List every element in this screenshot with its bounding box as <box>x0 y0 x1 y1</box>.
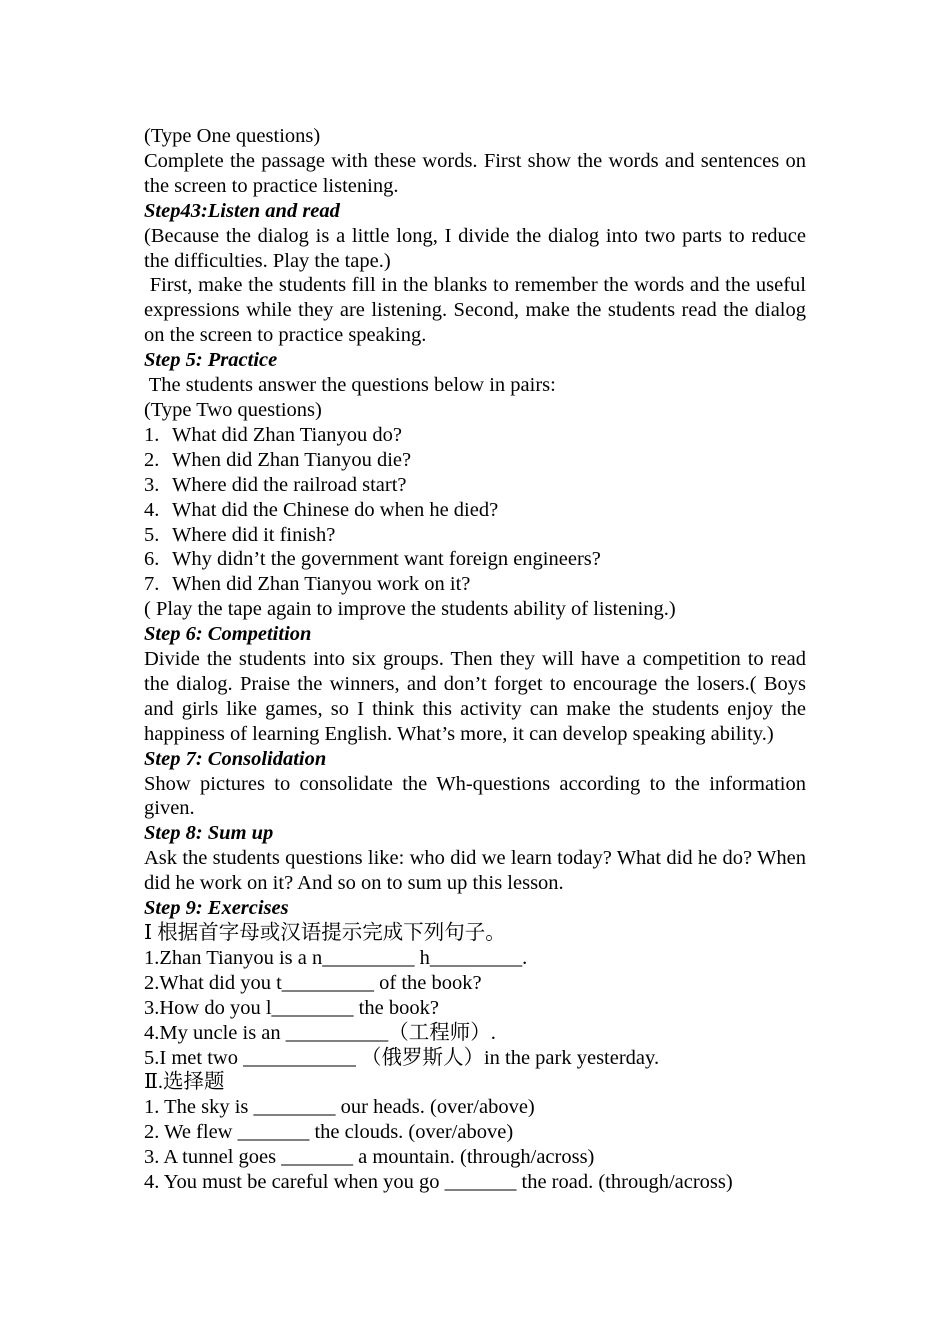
step4-note: (Because the dialog is a little long, I divide the dialog into two parts to reduce the difficulties. Play the tape.) <box>144 224 806 272</box>
step8-heading: Step 8: Sum up <box>144 822 274 845</box>
list-item <box>144 423 806 448</box>
step6-heading: Step 6: Competition <box>144 623 312 646</box>
step7-heading: Step 7: Consolidation <box>144 747 327 770</box>
exercise-item: 3.How do you l________ the book? <box>144 996 439 1019</box>
exercise-item: 1.Zhan Tianyou is a n_________ h_________. <box>144 946 528 969</box>
list-item-number: 6. <box>144 548 160 571</box>
list-item-text: Why didn’t the government want foreign engineers? <box>172 548 601 571</box>
step9-heading: Step 9: Exercises <box>144 897 289 920</box>
step7-body: Show pictures to consolidate the Wh-questions according to the information given. <box>144 772 806 820</box>
list-item <box>144 473 806 498</box>
list-item-number: 2. <box>144 448 160 471</box>
exercise1-title: Ⅰ 根据首字母或汉语提示完成下列句子。 <box>144 922 506 944</box>
play-tape-note: ( Play the tape again to improve the students ability of listening.) <box>144 598 676 621</box>
exercise-item: 2.What did you t_________ of the book? <box>144 971 482 994</box>
complete-passage-paragraph: Complete the passage with these words. First show the words and sentences on the screen to practice listening. <box>144 149 806 197</box>
list-item-text: Where did the railroad start? <box>172 473 407 496</box>
exercise2-list <box>144 1095 806 1195</box>
exercise-item: 5.I met two ___________ （俄罗斯人）in the park yesterday. <box>144 1046 660 1069</box>
list-item <box>144 547 806 572</box>
step8-body: Ask the students questions like: who did we learn today? What did he do? When did he work on it? And so on to sum up this lesson. <box>144 847 806 895</box>
list-item <box>144 448 806 473</box>
list-item-text: What did the Chinese do when he died? <box>172 498 499 521</box>
exercise1-list <box>144 946 806 1071</box>
list-item-number: 1. <box>144 423 160 446</box>
exercise-item: 1. The sky is ________ our heads. (over/above) <box>144 1096 535 1119</box>
list-item-number: 4. <box>144 498 160 521</box>
list-item-text: What did Zhan Tianyou do? <box>172 423 403 446</box>
list-item <box>144 572 806 597</box>
step4-body: First, make the students fill in the blanks to remember the words and the useful expressions while they are listening. Second, make the students read the dialog on the screen to practice speaking. <box>144 274 812 347</box>
exercise2-title: Ⅱ.选择题 <box>144 1071 225 1094</box>
step4-heading: Step43:Listen and read <box>144 199 340 222</box>
list-item <box>144 523 806 548</box>
questions-list <box>144 423 806 597</box>
list-item-text: Where did it finish? <box>172 523 336 546</box>
list-item <box>144 498 806 523</box>
type-one-label: (Type One questions) <box>144 125 321 147</box>
step5-heading: Step 5: Practice <box>144 349 278 372</box>
list-item-number: 3. <box>144 473 160 496</box>
document-page <box>144 124 812 1195</box>
list-item-number: 5. <box>144 523 160 546</box>
type-two-label: (Type Two questions) <box>144 398 322 421</box>
step6-body: Divide the students into six groups. Then they will have a competition to read the dialog. Praise the winners, and don’t forget to encourage the losers.( Boys and girls like games, so I think this activity can make the students enjoy the happiness of learning English. What’s more, it can develop speaking ability.) <box>144 648 806 745</box>
step5-intro: The students answer the questions below in pairs: <box>144 374 556 397</box>
list-item-number: 7. <box>144 573 160 596</box>
list-item-text: When did Zhan Tianyou work on it? <box>172 573 471 596</box>
exercise-item: 3. A tunnel goes _______ a mountain. (through/across) <box>144 1146 595 1169</box>
list-item-text: When did Zhan Tianyou die? <box>172 448 412 471</box>
exercise-item: 4.My uncle is an __________（工程师）. <box>144 1021 496 1044</box>
exercise-item: 2. We flew _______ the clouds. (over/above) <box>144 1121 514 1144</box>
exercise-item: 4. You must be careful when you go _______ the road. (through/across) <box>144 1171 733 1194</box>
